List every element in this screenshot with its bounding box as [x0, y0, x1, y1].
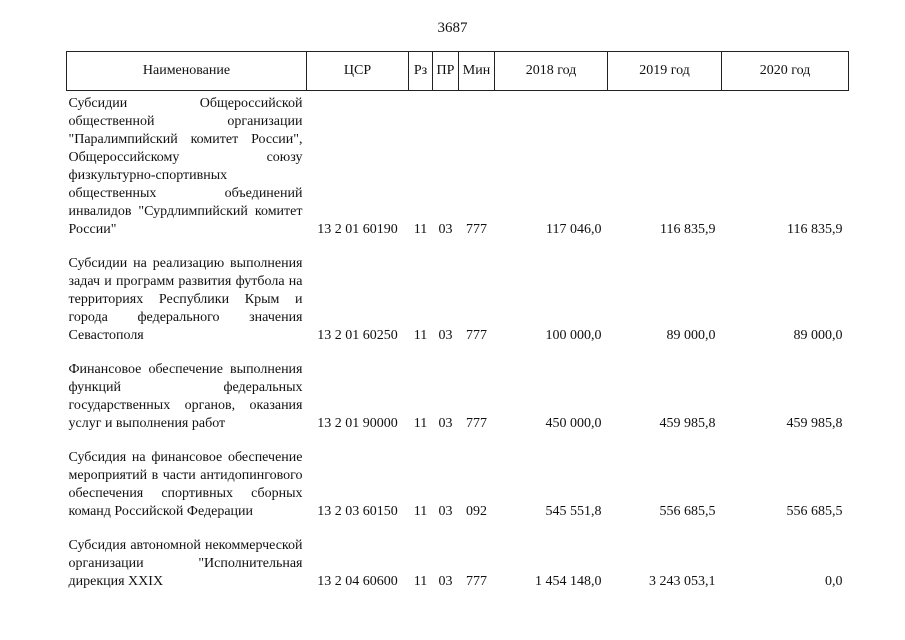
row-name: Субсидия автономной некоммерческой организации "Исполнительная дирекция XXIX — [68, 538, 303, 589]
row-2019: 459 985,8 — [659, 416, 716, 431]
row-name: Субсидии Общероссийской общественной организации "Паралимпийский комитет России", Общероссийскому союзу физкультурно-спортивных общественных объединений инвалидов "Сурдлимпийский комитет России" — [68, 96, 303, 237]
row-2020: 89 000,0 — [793, 328, 843, 343]
row-rz: 11 — [413, 416, 428, 431]
page-number: 3687 — [437, 20, 468, 36]
row-csr: 13 2 01 90000 — [317, 416, 398, 431]
row-pr: 03 — [438, 328, 453, 343]
table-row — [67, 349, 849, 437]
row-min: 777 — [466, 416, 487, 431]
row-2018: 545 551,8 — [545, 504, 602, 519]
row-2018: 450 000,0 — [545, 416, 602, 431]
row-pr: 03 — [438, 222, 453, 237]
row-min: 777 — [466, 222, 487, 237]
row-name: Субсидия на финансовое обеспечение мероприятий в части антидопингового обеспечения спортивных сборных команд Российской Федерации — [68, 450, 303, 519]
header-rz: Рз — [409, 52, 433, 91]
row-min: 777 — [466, 328, 487, 343]
row-min: 092 — [466, 504, 487, 519]
row-2019: 116 835,9 — [660, 222, 716, 237]
row-2019: 89 000,0 — [666, 328, 716, 343]
table-row — [67, 91, 849, 244]
header-pr: ПР — [433, 52, 459, 91]
table-row — [67, 437, 849, 525]
row-rz: 11 — [413, 328, 428, 343]
row-2018: 100 000,0 — [545, 328, 602, 343]
row-pr: 03 — [438, 416, 453, 431]
row-rz: 11 — [413, 222, 428, 237]
row-2020: 0,0 — [825, 574, 843, 589]
header-row — [67, 52, 849, 91]
header-name: Наименование — [67, 52, 307, 91]
row-csr: 13 2 04 60600 — [317, 574, 398, 589]
row-pr: 03 — [438, 574, 453, 589]
row-2020: 459 985,8 — [786, 416, 843, 431]
row-2020: 116 835,9 — [787, 222, 843, 237]
row-2019: 3 243 053,1 — [649, 574, 716, 589]
row-rz: 11 — [413, 504, 428, 519]
row-2018: 1 454 148,0 — [535, 574, 602, 589]
row-csr: 13 2 01 60250 — [317, 328, 398, 343]
header-2019: 2019 год — [608, 52, 722, 91]
row-name: Субсидии на реализацию выполнения задач и программ развития футбола на территориях Республики Крым и города федерального значения Севастополя — [68, 256, 303, 343]
row-rz: 11 — [413, 574, 428, 589]
row-min: 777 — [466, 574, 487, 589]
row-pr: 03 — [438, 504, 453, 519]
row-2018: 117 046,0 — [546, 222, 602, 237]
row-csr: 13 2 03 60150 — [317, 504, 398, 519]
row-2019: 556 685,5 — [659, 504, 716, 519]
header-2018: 2018 год — [495, 52, 608, 91]
header-csr: ЦСР — [307, 52, 409, 91]
table-row — [67, 525, 849, 591]
row-2020: 556 685,5 — [786, 504, 843, 519]
table-row — [67, 243, 849, 349]
header-min: Мин — [459, 52, 495, 91]
row-name: Финансовое обеспечение выполнения функций федеральных государственных органов, оказания услуг и выполнения работ — [68, 362, 303, 431]
budget-table — [66, 51, 849, 591]
header-2020: 2020 год — [722, 52, 849, 91]
row-csr: 13 2 01 60190 — [317, 222, 398, 237]
